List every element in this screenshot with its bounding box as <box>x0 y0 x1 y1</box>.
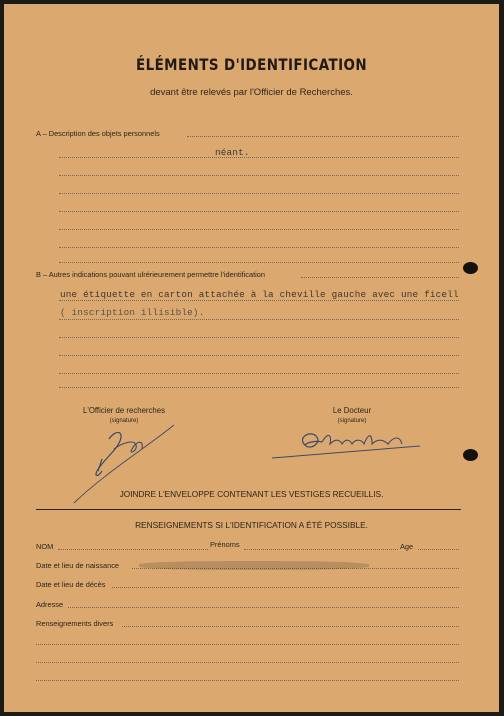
doctor-title: Le Docteur <box>332 406 372 415</box>
nom-line <box>58 549 208 550</box>
form-sheet <box>4 4 499 712</box>
section-b-line-6 <box>59 373 459 374</box>
section-b-line-3 <box>59 319 459 320</box>
section-a-line-4 <box>59 193 459 194</box>
section-a-line-7 <box>59 247 459 248</box>
misc-label: Renseignements divers <box>36 619 114 628</box>
section-a-line-2 <box>59 157 459 158</box>
nom-label: NOM <box>36 542 54 551</box>
birth-label: Date et lieu de naissance <box>36 561 119 570</box>
section-b-line-2 <box>59 300 459 301</box>
section-b-line-1 <box>301 277 459 278</box>
punch-hole-top <box>463 262 478 274</box>
section-a-line-8 <box>59 262 459 263</box>
section-a-label: A – Description des objets personnels <box>36 129 160 138</box>
form-title: ÉLÉMENTS D'IDENTIFICATION <box>135 55 368 74</box>
officer-title: L'Officier de recherches <box>83 406 165 415</box>
officer-signature-caption: (signature) <box>109 418 139 424</box>
faded-ink-smudge <box>139 561 369 570</box>
punch-hole-bottom <box>463 449 478 461</box>
section-b-line-7 <box>59 387 459 388</box>
misc-line-2 <box>36 644 459 645</box>
envelope-notice: JOINDRE L'ENVELOPPE CONTENANT LES VESTIGES RECUEILLIS. <box>119 489 384 499</box>
section-a-line-3 <box>59 175 459 176</box>
prenoms-label: Prénoms <box>210 540 240 549</box>
misc-line-4 <box>36 680 459 681</box>
section-b-label: B – Autres indications pouvant ulrérieurement permettre l'identification <box>36 270 266 279</box>
misc-line-1 <box>122 626 459 627</box>
prenoms-line <box>244 549 398 550</box>
misc-line-3 <box>36 662 459 663</box>
address-label: Adresse <box>36 600 64 609</box>
section-divider <box>36 509 461 510</box>
address-line <box>68 607 459 608</box>
doctor-signature <box>266 422 426 472</box>
doctor-signature-caption: (signature) <box>337 418 367 424</box>
age-line <box>418 549 459 550</box>
section-b-typed-line-2: ( inscription illisible). <box>60 307 205 318</box>
section-a-line-6 <box>59 229 459 230</box>
section-a-line-1 <box>187 136 459 137</box>
section-b-line-4 <box>59 337 459 338</box>
identification-heading: RENSEIGNEMENTS SI L'IDENTIFICATION A ÉTÉ POSSIBLE. <box>135 520 368 530</box>
form-subtitle: devant être relevés par l'Officier de Recherches. <box>150 87 353 98</box>
section-a-typed-value: néant. <box>215 147 250 158</box>
section-b-typed-line-1: une étiquette en carton attachée à la cheville gauche avec une ficell <box>60 289 459 300</box>
death-label: Date et lieu de décès <box>36 580 106 589</box>
section-b-line-5 <box>59 355 459 356</box>
age-label: Age <box>400 542 414 551</box>
death-line <box>112 587 459 588</box>
section-a-line-5 <box>59 211 459 212</box>
